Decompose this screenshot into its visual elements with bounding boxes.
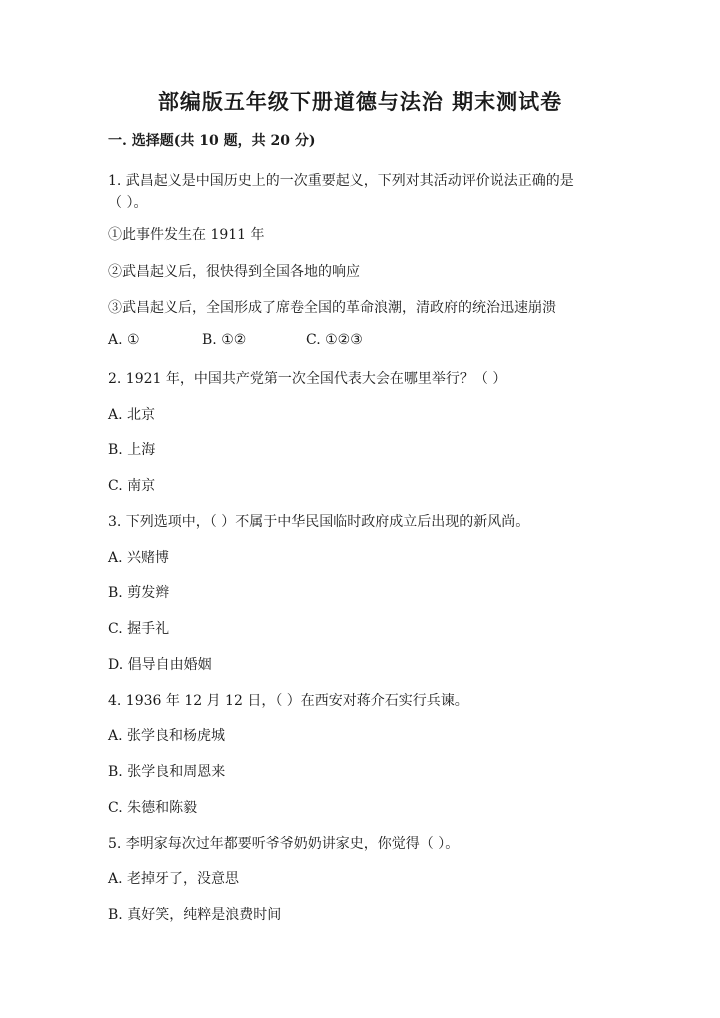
q3-stem: 3. 下列选项中，（ ）不属于中华民国临时政府成立后出现的新风尚。: [108, 514, 530, 530]
q1-statement-3: ③武昌起义后，全国形成了席卷全国的革命浪潮，清政府的统治迅速崩溃: [108, 300, 556, 316]
q2-stem: 2. 1921 年，中国共产党第一次全国代表大会在哪里举行？（ ）: [108, 371, 507, 387]
q4-option-b[interactable]: B. 张学良和周恩来: [108, 764, 226, 780]
q4-option-a[interactable]: A. 张学良和杨虎城: [108, 728, 226, 744]
q1-options: [108, 332, 363, 348]
q3-option-a[interactable]: A. 兴赌博: [108, 550, 170, 566]
q2-option-b[interactable]: B. 上海: [108, 442, 156, 458]
section-heading: 一. 选择题(共 10 题，共 20 分): [108, 133, 316, 149]
q1-option-b[interactable]: B. ①②: [202, 332, 247, 348]
q3-option-b[interactable]: B. 剪发辫: [108, 585, 170, 601]
q1-stem-line1: 1. 武昌起义是中国历史上的一次重要起义，下列对其活动评价说法正确的是: [108, 173, 574, 189]
q3-option-c[interactable]: C. 握手礼: [108, 621, 170, 637]
q3-option-d[interactable]: D. 倡导自由婚姻: [108, 657, 212, 673]
q2-option-c[interactable]: C. 南京: [108, 478, 156, 494]
q4-stem: 4. 1936 年 12 月 12 日，（ ）在西安对蒋介石实行兵谏。: [108, 693, 469, 709]
q1-option-c[interactable]: C. ①②③: [306, 332, 363, 348]
q1-option-a[interactable]: A. ①: [108, 332, 140, 348]
q1-stem-line2: （ ）。: [108, 195, 148, 211]
q5-option-b[interactable]: B. 真好笑，纯粹是浪费时间: [108, 907, 282, 923]
q2-option-a[interactable]: A. 北京: [108, 407, 156, 423]
page-title: 部编版五年级下册道德与法治 期末测试卷: [157, 89, 563, 114]
q5-option-a[interactable]: A. 老掉牙了，没意思: [108, 871, 240, 887]
q1-statement-2: ②武昌起义后，很快得到全国各地的响应: [108, 264, 360, 280]
q5-stem: 5. 李明家每次过年都要听爷爷奶奶讲家史，你觉得（ ）。: [108, 836, 460, 852]
q1-statement-1: ①此事件发生在 1911 年: [108, 227, 265, 243]
q4-option-c[interactable]: C. 朱德和陈毅: [108, 800, 198, 816]
